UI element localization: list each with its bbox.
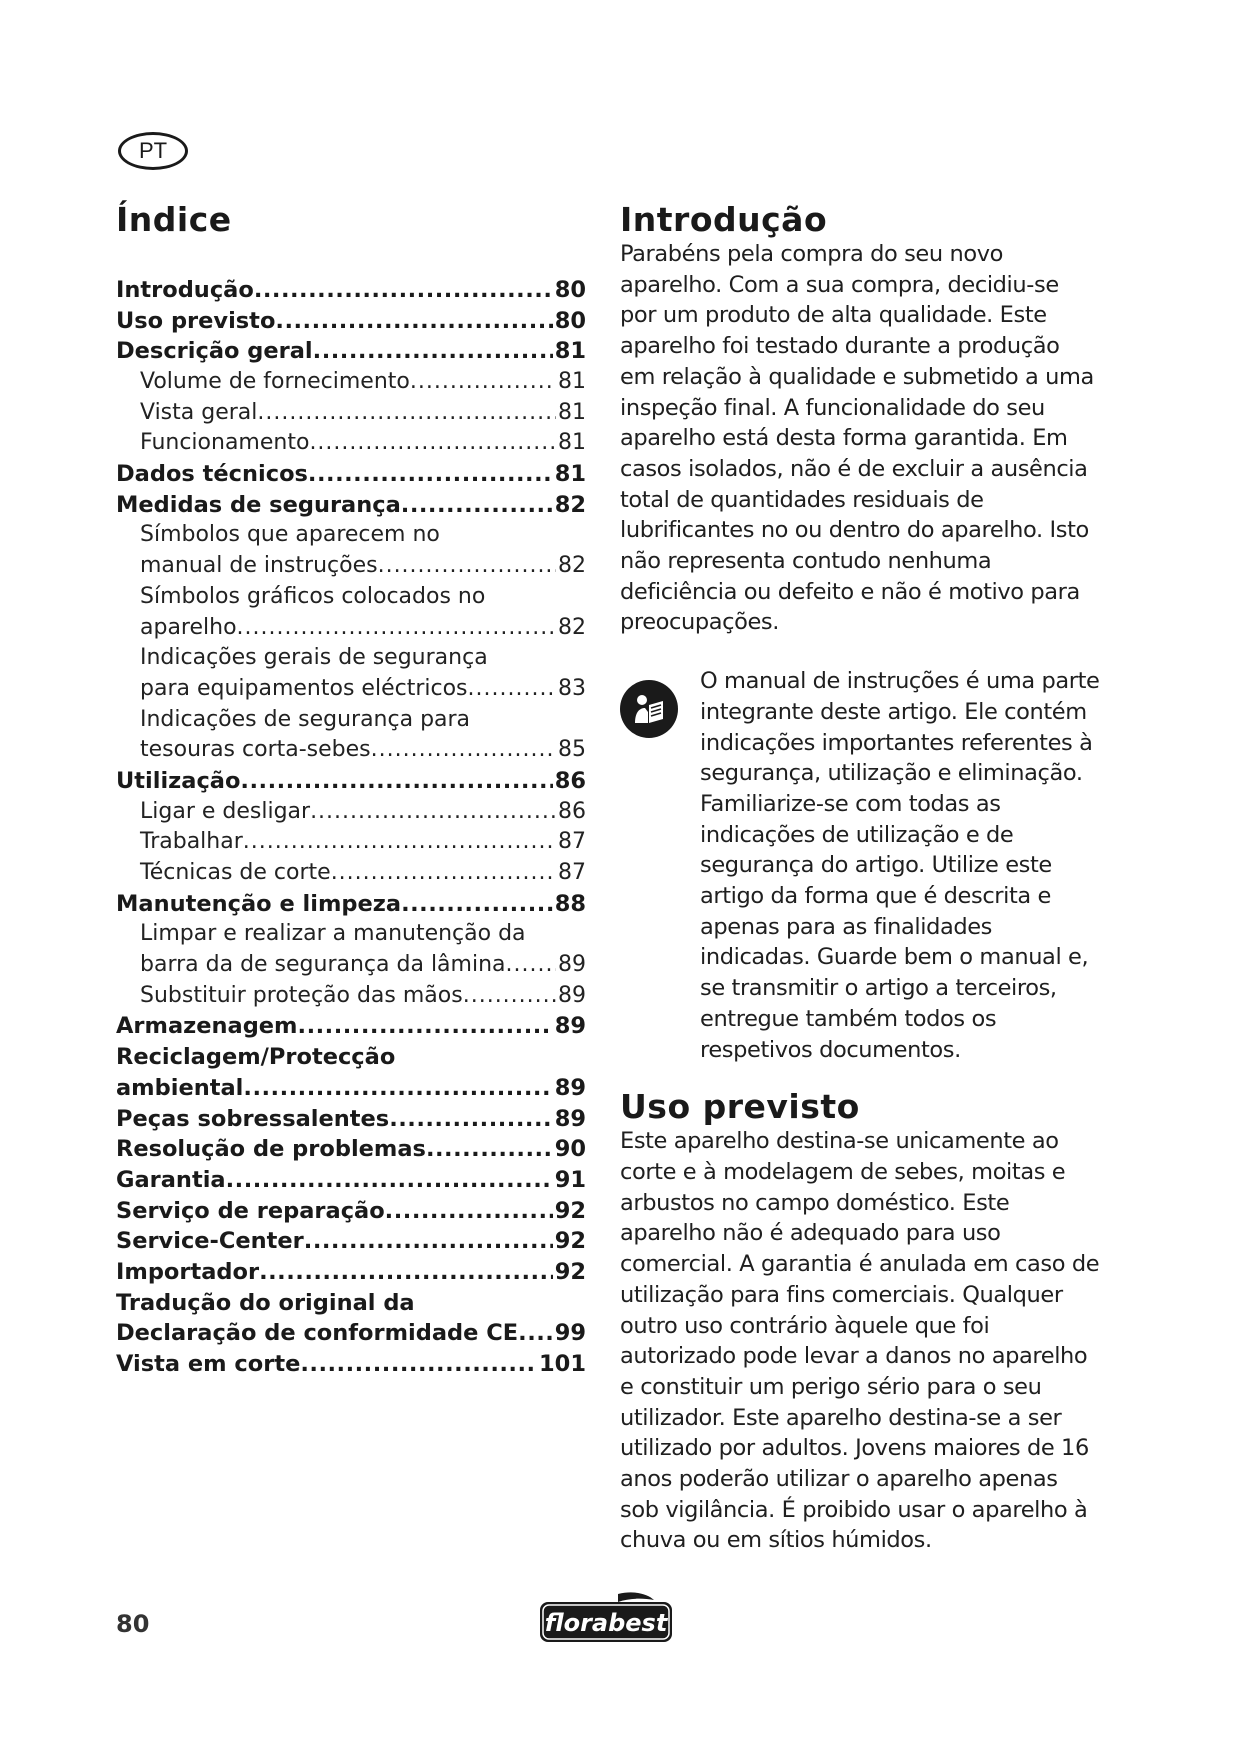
toc-dot-leader (237, 613, 556, 644)
toc-entry-title: Tradução do original da (116, 1289, 415, 1316)
toc-entry-title: Utilização (116, 767, 241, 794)
toc-entry[interactable] (116, 858, 586, 889)
toc-entry-page: 89 (554, 1105, 586, 1132)
toc-entry-page: 92 (554, 1228, 586, 1255)
toc-entry-title: Limpar e realizar a manutenção da (140, 921, 526, 947)
toc-dot-leader (378, 551, 556, 582)
toc-entry[interactable] (116, 950, 586, 981)
toc-entry[interactable] (116, 827, 586, 858)
toc-title: Índice (116, 200, 232, 239)
toc-dot-leader (468, 674, 557, 705)
toc-entry-page: 80 (554, 276, 586, 303)
toc-entry[interactable] (116, 1165, 586, 1196)
toc-entry-page: 82 (554, 491, 586, 518)
toc-entry-title: Vista geral (140, 399, 258, 425)
toc-entry-page: 81 (554, 461, 586, 488)
toc-entry-page: 90 (554, 1136, 586, 1163)
toc-dot-leader (410, 367, 556, 398)
toc-entry[interactable] (116, 705, 586, 736)
toc-entry-title: Indicações gerais de segurança (140, 645, 488, 671)
toc-entry-title: Trabalhar (140, 829, 243, 855)
toc-entry-page: 89 (558, 952, 586, 978)
toc-entry-title: Armazenagem (116, 1013, 298, 1040)
toc-entry-page: 92 (554, 1197, 586, 1224)
logo-text: florabest (544, 1609, 668, 1637)
toc-entry-page: 91 (554, 1166, 586, 1193)
toc-entry-title: Indicações de segurança para (140, 706, 471, 732)
manual-notice-text: O manual de instruções é uma parte integrante deste artigo. Ele contém indicações importantes referentes à segurança, utilização e eliminação. Familiarize-se com todas as indicações de utilização e de segurança do artigo. Utilize este artigo da forma que é descrita e apenas para as finalidades indicadas. Guarde bem o manual e, se transmitir o artigo a terceiros, entregue também todos os respetivos documentos. (700, 668, 1100, 1063)
toc-entry[interactable] (116, 398, 586, 429)
toc-entry[interactable] (116, 1318, 586, 1349)
toc-entry-page: 80 (554, 307, 586, 334)
toc-dot-leader (259, 1257, 553, 1288)
toc-entry-title: Volume de fornecimento (140, 369, 410, 395)
toc-entry-title: Técnicas de corte (140, 860, 331, 886)
toc-entry-page: 86 (558, 798, 586, 824)
toc-entry[interactable] (116, 919, 586, 950)
florabest-logo (536, 1590, 676, 1640)
toc-entry-title: Descrição geral (116, 338, 313, 365)
toc-entry[interactable] (116, 674, 586, 705)
uso-previsto-title: Uso previsto (620, 1087, 860, 1127)
toc-entry[interactable] (116, 521, 586, 552)
toc-entry-title: Serviço de reparação (116, 1197, 385, 1224)
toc-entry[interactable] (116, 1042, 586, 1073)
toc-dot-leader (385, 1196, 553, 1227)
toc-dot-leader (313, 336, 553, 367)
toc-dot-leader (310, 797, 556, 828)
toc-dot-leader (243, 827, 556, 858)
toc-entry[interactable] (116, 582, 586, 613)
toc-entry-title: ambiental (116, 1074, 244, 1101)
toc-entry-page: 82 (558, 614, 586, 640)
toc-dot-leader (463, 981, 556, 1012)
toc-entry[interactable] (116, 1226, 586, 1257)
toc-entry[interactable] (116, 735, 586, 766)
toc-entry-page: 85 (558, 737, 586, 763)
toc-entry[interactable] (116, 1012, 586, 1043)
toc-entry-title: Símbolos gráficos colocados no (140, 583, 486, 609)
toc-entry-page: 86 (554, 767, 586, 794)
toc-entry-page: 101 (539, 1351, 586, 1378)
toc-entry-title: tesouras corta-sebes (140, 737, 371, 763)
toc-entry-title: barra da de segurança da lâmina (140, 952, 506, 978)
toc-entry-page: 81 (558, 430, 586, 456)
toc-entry-title: aparelho (140, 614, 237, 640)
toc-entry[interactable] (116, 336, 586, 367)
toc-dot-leader (226, 1165, 553, 1196)
read-manual-icon (620, 680, 678, 738)
toc-entry-title: Funcionamento (140, 430, 310, 456)
toc-dot-leader (331, 858, 556, 889)
toc-entry[interactable] (116, 459, 586, 490)
toc-entry-title: Garantia (116, 1166, 226, 1193)
page-number: 80 (116, 1610, 150, 1638)
toc-entry[interactable] (116, 766, 586, 797)
language-badge: PT (118, 132, 188, 170)
toc-entry-page: 81 (554, 338, 586, 365)
toc-column (116, 200, 586, 1380)
toc-entry-page: 89 (554, 1013, 586, 1040)
toc-entry-title: Ligar e desligar (140, 798, 311, 824)
toc-entry-page: 92 (554, 1258, 586, 1285)
manual-notice (620, 666, 1100, 1065)
toc-entry-page: 99 (554, 1320, 586, 1347)
toc-entry-title: Introdução (116, 276, 254, 303)
toc-entry[interactable] (116, 1349, 586, 1380)
toc-dot-leader (401, 889, 553, 920)
toc-entry[interactable] (116, 889, 586, 920)
toc-dot-leader (240, 766, 552, 797)
toc-entry[interactable] (116, 367, 586, 398)
introducao-paragraph: Parabéns pela compra do seu novo aparelho. Com a sua compra, decidiu-se por um produto de alta qualidade. Este aparelho foi testado durante a produção em relação à qualidade e submetido a uma inspeção final. A funcionalidade do seu aparelho está desta forma garantida. Em casos isolados, não é de excluir a ausência total de quantidades residuais de lubrificantes no ou dentro do aparelho. Isto não representa contudo nenhuma deficiência ou defeito e não é motivo para preocupações. (620, 241, 1094, 636)
toc-entry-page: 81 (558, 399, 586, 425)
toc-entry-title: manual de instruções (140, 553, 378, 579)
toc-dot-leader (426, 1134, 553, 1165)
uso-previsto-paragraph: Este aparelho destina-se unicamente ao corte e à modelagem de sebes, moitas e arbustos no campo doméstico. Este aparelho não é adequado para uso comercial. A garantia é anulada em caso de utilização para fins comerciais. Qualquer outro uso contrário àquele que foi autorizado pode levar a danos no aparelho e constituir um perigo sério para o seu utilizador. Este aparelho destina-se a ser utilizado por adultos. Jovens maiores de 16 anos poderão utilizar o aparelho apenas sob vigilância. É proibido usar o aparelho à chuva ou em sítios húmidos. (620, 1128, 1100, 1554)
toc-entry[interactable] (116, 643, 586, 674)
toc-dot-leader (254, 275, 553, 306)
toc-dot-leader (304, 1226, 553, 1257)
toc-entry[interactable] (116, 1073, 586, 1104)
toc-entry-title: Reciclagem/Protecção (116, 1044, 396, 1071)
toc-dot-leader (275, 306, 552, 337)
toc-entry-title: Dados técnicos (116, 461, 308, 488)
toc-entry-title: Medidas de segurança (116, 491, 401, 518)
toc-entry-page: 88 (554, 890, 586, 917)
toc-dot-leader (389, 1104, 553, 1135)
toc-entry-title: Service-Center (116, 1228, 304, 1255)
toc-entry[interactable] (116, 275, 586, 306)
toc-entry-page: 87 (558, 860, 586, 886)
toc-entry-page: 83 (558, 675, 586, 701)
toc-entry[interactable] (116, 428, 586, 459)
toc-dot-leader (257, 398, 556, 429)
toc-entry[interactable] (116, 1134, 586, 1165)
toc-dot-leader (243, 1073, 552, 1104)
toc-entry[interactable] (116, 306, 586, 337)
toc-entry[interactable] (116, 1196, 586, 1227)
toc-entry-page: 82 (558, 553, 586, 579)
introducao-title: Introdução (620, 200, 828, 239)
toc-entry-page: 87 (558, 829, 586, 855)
toc-dot-leader (371, 735, 556, 766)
toc-entry-title: Substituir proteção das mãos (140, 982, 463, 1008)
toc-entry-title: Uso previsto (116, 307, 276, 334)
toc-entry-title: para equipamentos eléctricos (140, 675, 468, 701)
toc-entry[interactable] (116, 490, 586, 521)
toc-dot-leader (309, 428, 556, 459)
toc-entry[interactable] (116, 551, 586, 582)
toc-entry-title: Manutenção e limpeza (116, 890, 402, 917)
toc-entry-title: Importador (116, 1258, 260, 1285)
toc-entry-page: 89 (554, 1074, 586, 1101)
toc-entry-page: 89 (558, 982, 586, 1008)
toc-dot-leader (298, 1011, 553, 1042)
toc-entry[interactable] (116, 797, 586, 828)
toc-dot-leader (401, 490, 553, 521)
toc-dot-leader (300, 1349, 537, 1380)
toc-entry-title: Símbolos que aparecem no (140, 522, 440, 548)
toc-entry-title: Peças sobressalentes (116, 1105, 390, 1132)
toc-dot-leader (308, 459, 553, 490)
toc-dot-leader (518, 1318, 553, 1349)
content-column (620, 200, 1100, 1556)
toc-entry-title: Resolução de problemas (116, 1136, 426, 1163)
toc-entry[interactable] (116, 981, 586, 1012)
toc-dot-leader (506, 950, 556, 981)
toc-entry-title: Vista em corte (116, 1351, 301, 1378)
toc-list (116, 275, 586, 1380)
toc-entry[interactable] (116, 1257, 586, 1288)
toc-entry-page: 81 (558, 369, 586, 395)
toc-entry[interactable] (116, 1288, 586, 1319)
toc-entry-title: Declaração de conformidade CE (116, 1320, 519, 1347)
toc-entry[interactable] (116, 1104, 586, 1135)
toc-entry[interactable] (116, 613, 586, 644)
